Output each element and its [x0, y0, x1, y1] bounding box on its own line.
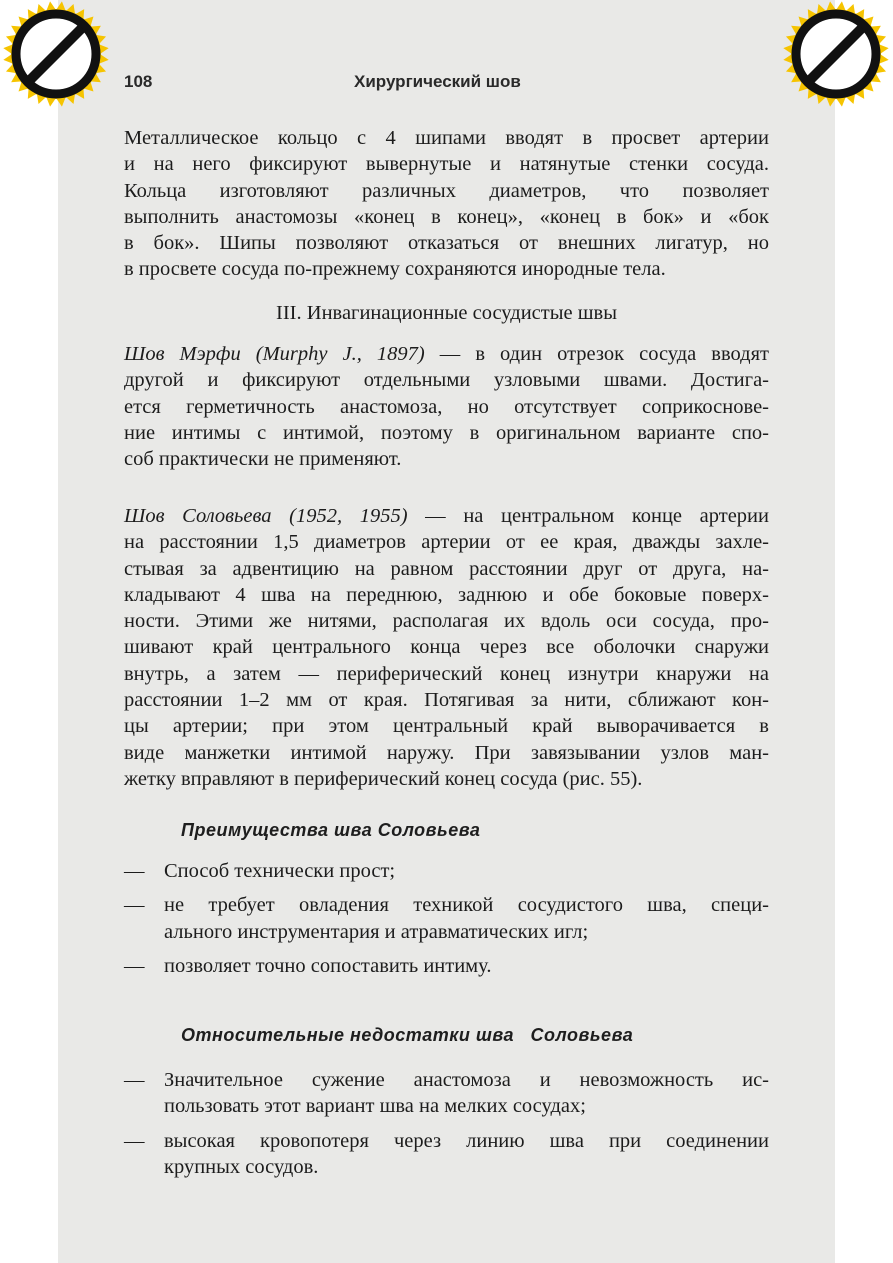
text-line: кладывают 4 шва на переднюю, заднюю и обе боковые поверх- [124, 583, 769, 606]
text-line: выполнить анастомозы «конец в конец», «конец в бок» и «бок [124, 205, 769, 228]
term-murphy: Шов Мэрфи (Murphy J., 1897) [124, 343, 425, 365]
text-line: внутрь, а затем — периферический конец изнутри кнаружи на [124, 662, 769, 685]
running-title: Хирургический шов [354, 72, 521, 91]
paragraph-solovyev-suture [124, 503, 769, 792]
text-line: и на него фиксируют вывернутые и натянутые стенки сосуда. [124, 153, 769, 176]
text-line: — на центральном конце артерии [407, 505, 769, 527]
text-line: ется герметичность анастомоза, но отсутствует соприкоснове- [124, 395, 769, 418]
text-line: ности. Этими же нитями, располагая их вдоль оси сосуда, про- [124, 610, 769, 633]
text-line: — в один отрезок сосуда вводят [424, 343, 770, 365]
paragraph-murphy-suture [124, 341, 769, 472]
term-solovyev: Шов Соловьева (1952, 1955) [124, 505, 408, 527]
text-line: шивают край центрального конца через все оболочки снаружи [124, 636, 769, 659]
list-dash: — [124, 860, 145, 882]
list-dash: — [124, 1069, 145, 1091]
text-line: не требует овладения техникой сосудистого шва, специ- [164, 894, 769, 917]
prohibition-icon[interactable] [782, 0, 890, 108]
page-number: 108 [124, 72, 153, 91]
text-line: соб практически не применяют. [124, 448, 402, 471]
text-line: ние интимы с интимой, поэтому в оригинальном варианте спо- [124, 421, 769, 444]
text-line: стывая за адвентицию на равном расстоянии друг от друга, на- [124, 557, 769, 580]
list-dash: — [124, 894, 145, 917]
prohibition-icon[interactable] [2, 0, 110, 108]
text-line: в просвете сосуда по-прежнему сохраняются инородные тела. [124, 258, 666, 281]
list-item [124, 953, 769, 979]
text-line: другой и фиксируют отдельными узловыми швами. Достига- [124, 369, 769, 392]
advantages-heading: Преимущества шва Соловьева [181, 820, 481, 840]
text-line: пользовать этот вариант шва на мелких сосудах; [164, 1095, 586, 1118]
text-line: высокая кровопотеря через линию шва при соединении [164, 1129, 769, 1152]
text-line: Значительное сужение анастомоза и невозможность ис- [164, 1069, 769, 1091]
text-line: Кольца изготовляют различных диаметров, что позволяет [124, 179, 769, 202]
text-line: расстоянии 1–2 мм от края. Потягивая за нити, сближают кон- [124, 689, 769, 712]
text-line: на расстоянии 1,5 диаметров артерии от ее края, дважды захле- [124, 531, 769, 554]
paragraph-ring-device [124, 125, 769, 283]
list-dash: — [124, 954, 145, 977]
text-line: Металлическое кольцо с 4 шипами вводят в просвет артерии [124, 127, 769, 149]
text-line: позволяет точно сопоставить интиму. [164, 954, 492, 977]
list-item [124, 892, 769, 945]
list-dash: — [124, 1129, 145, 1152]
drawbacks-list [124, 1067, 769, 1188]
text-line: крупных сосудов. [164, 1155, 319, 1178]
drawbacks-heading: Относительные недостатки шва Соловьева [181, 1025, 634, 1045]
section-subheading: III. Инвагинационные сосудистые швы [276, 302, 617, 324]
text-line: жетку вправляют в периферический конец сосуда (рис. 55). [124, 767, 643, 790]
list-item [124, 1128, 769, 1181]
advantages-list [124, 858, 769, 987]
text-line: Способ технически прост; [164, 860, 396, 882]
text-line: цы артерии; при этом центральный край выворачивается в [124, 715, 769, 738]
list-item [124, 1067, 769, 1120]
text-line: ального инструментария и атравматических игл; [164, 920, 589, 943]
list-item [124, 858, 769, 884]
text-line: в бок». Шипы позволяют отказаться от внешних лигатур, но [124, 232, 769, 255]
running-header [124, 72, 769, 102]
text-line: виде манжетки интимой наружу. При завязывании узлов ман- [124, 741, 769, 764]
